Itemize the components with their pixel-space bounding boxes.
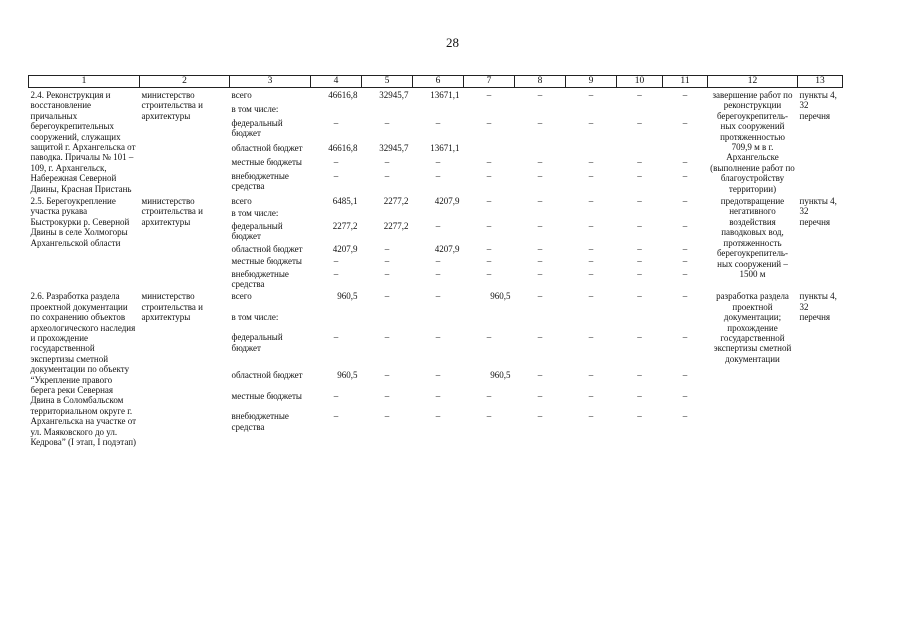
amount-cell: – [588, 370, 594, 381]
amount-cell: – [682, 117, 688, 128]
amount-cell: – [333, 390, 339, 401]
amount-cell: – [682, 243, 688, 254]
amount-cell: – [682, 90, 688, 100]
executor-cell: министерство строительства и архитектуры [141, 196, 203, 227]
funding-source-label: местные бюджеты [231, 390, 302, 401]
amount-cell: – [333, 156, 339, 167]
amount-cell: – [486, 411, 492, 422]
amount-cell: – [682, 256, 688, 267]
amount-cell: – [384, 117, 390, 128]
amount-cell: – [486, 332, 492, 343]
amount-cell: 960,5 [337, 370, 358, 381]
amount-cell: – [682, 170, 688, 181]
amount-cell: 960,5 [490, 291, 511, 302]
amount-cell [362, 311, 413, 332]
amount-cell: – [637, 117, 642, 128]
column-header: 1 [29, 76, 140, 88]
amount-cell: – [637, 370, 642, 381]
amount-cell: – [384, 243, 390, 254]
amount-cell: 4207,9 [434, 196, 460, 207]
amount-cell: – [384, 291, 390, 302]
amount-cell: – [384, 170, 390, 181]
amount-cell: 32945,7 [379, 90, 409, 100]
amount-cell [663, 103, 708, 117]
amount-cell: 2277,2 [332, 220, 358, 231]
amount-cell [663, 142, 708, 156]
amount-cell: – [537, 170, 543, 181]
program-table [28, 75, 843, 448]
amount-cell: – [637, 220, 642, 231]
amount-cell: – [384, 411, 390, 422]
amount-cell [515, 103, 566, 117]
table-row [29, 290, 843, 311]
amount-cell: – [537, 220, 543, 231]
amount-cell: – [486, 117, 492, 128]
amount-cell: – [682, 291, 688, 302]
table-row [29, 88, 843, 103]
amount-cell [464, 311, 515, 332]
amount-cell: – [537, 196, 543, 207]
funding-source-label: в том числе: [231, 103, 279, 114]
amount-cell [413, 103, 464, 117]
amount-cell: – [384, 256, 390, 267]
amount-cell: – [384, 332, 390, 343]
amount-cell [566, 103, 617, 117]
amount-cell: – [537, 332, 543, 343]
amount-cell: 13671,1 [430, 143, 460, 154]
amount-cell: – [637, 170, 642, 181]
amount-cell: 46616,8 [328, 90, 358, 100]
amount-cell: 13671,1 [430, 90, 460, 100]
amount-cell: – [435, 156, 441, 167]
amount-cell: – [333, 170, 339, 181]
amount-cell: – [588, 90, 594, 100]
amount-cell [617, 142, 663, 156]
amount-cell: – [637, 90, 642, 100]
result-cell: разработка раздела проектной документации; прохождение государственной экспертизы сметной документации [713, 291, 792, 364]
activity-cell: 2.4. Реконструкция и восстановление причальных берегоукрепительных сооружений, служащих защитой г. Архангельска от паводка. Причалы № 101 – 109, г. Архангельск, Набережная Северной Двины, Красная Пристань [30, 90, 136, 194]
amount-cell: – [537, 370, 543, 381]
amount-cell: – [333, 117, 339, 128]
amount-cell: – [637, 291, 642, 302]
amount-cell: – [486, 390, 492, 401]
amount-cell [663, 311, 708, 332]
amount-cell: – [637, 390, 642, 401]
amount-cell: – [384, 156, 390, 167]
amount-cell [413, 311, 464, 332]
amount-cell: – [486, 256, 492, 267]
amount-cell: – [588, 256, 594, 267]
amount-cell: – [435, 268, 441, 279]
column-header: 12 [708, 76, 798, 88]
result-cell: завершение работ по реконструкции берегоукрепитель-ных сооружений протяженностью 709,9 м в г. Архангельске (выполнение работ по благоустройству территории) [710, 90, 795, 194]
amount-cell: – [333, 256, 339, 267]
column-header: 11 [663, 76, 708, 88]
amount-cell [566, 142, 617, 156]
amount-cell: – [435, 170, 441, 181]
amount-cell: – [486, 220, 492, 231]
amount-cell [515, 142, 566, 156]
column-header: 4 [311, 76, 362, 88]
amount-cell: – [486, 196, 492, 207]
amount-cell: – [588, 156, 594, 167]
column-header: 2 [140, 76, 230, 88]
reference-cell: пункты 4, 32 перечня [799, 90, 837, 121]
amount-cell: – [588, 291, 594, 302]
amount-cell [362, 207, 413, 219]
amount-cell: – [637, 156, 642, 167]
funding-source-label: в том числе: [231, 311, 279, 322]
amount-cell [617, 103, 663, 117]
amount-cell: – [637, 411, 642, 422]
funding-source-label: местные бюджеты [231, 156, 302, 167]
amount-cell [311, 103, 362, 117]
amount-cell: – [682, 220, 688, 231]
amount-cell: – [637, 243, 642, 254]
amount-cell: – [588, 390, 594, 401]
funding-source-label: внебюджетные средства [231, 411, 289, 432]
amount-cell: – [537, 390, 543, 401]
activity-cell: 2.6. Разработка раздела проектной документации по сохранению объектов археологического наследия и прохождение государственной экспертизы сметной документации по объекту “Укрепление правого берега реки Северная Двина в Соломбальском территориальном округе г. Архангельска на участке от ул. Маяковского до ул. Кедрова” (I этап, I подэтап) [30, 291, 137, 447]
amount-cell [617, 311, 663, 332]
amount-cell: – [537, 291, 543, 302]
amount-cell: – [384, 390, 390, 401]
amount-cell: 2277,2 [383, 196, 409, 207]
funding-source-label: всего [231, 291, 252, 302]
amount-cell: – [537, 156, 543, 167]
amount-cell: – [682, 156, 688, 167]
funding-source-label: местные бюджеты [231, 256, 302, 267]
amount-cell: – [682, 332, 688, 343]
funding-source-label: областной бюджет [231, 370, 303, 381]
column-header: 5 [362, 76, 413, 88]
amount-cell [362, 103, 413, 117]
amount-cell [464, 103, 515, 117]
amount-cell: – [637, 332, 642, 343]
amount-cell: – [435, 220, 441, 231]
executor-cell: министерство строительства и архитектуры [141, 291, 203, 323]
amount-cell: – [486, 156, 492, 167]
funding-source-label: всего [231, 90, 252, 100]
amount-cell: – [588, 411, 594, 422]
amount-cell: – [435, 411, 441, 422]
funding-source-label: федеральный бюджет [231, 332, 283, 353]
result-cell: предотвращение негативного воздействия паводковых вод, протяженность берегоукрепитель-ных сооружений – 1500 м [716, 196, 789, 279]
amount-cell: – [682, 370, 688, 381]
amount-cell [413, 207, 464, 219]
amount-cell [464, 207, 515, 219]
column-header: 13 [798, 76, 843, 88]
amount-cell: – [682, 390, 688, 401]
amount-cell: 2277,2 [383, 220, 409, 231]
amount-cell: – [637, 196, 642, 207]
column-header: 8 [515, 76, 566, 88]
funding-source-label: областной бюджет [231, 143, 303, 154]
amount-cell: – [486, 90, 492, 100]
funding-source-label: областной бюджет [231, 243, 303, 254]
amount-cell: – [588, 117, 594, 128]
amount-cell: – [537, 90, 543, 100]
amount-cell [566, 311, 617, 332]
amount-cell: – [588, 220, 594, 231]
funding-source-label: в том числе: [231, 208, 279, 219]
amount-cell: – [537, 268, 543, 279]
amount-cell: – [537, 117, 543, 128]
amount-cell [566, 207, 617, 219]
amount-cell: 4207,9 [332, 243, 358, 254]
amount-cell: – [486, 243, 492, 254]
executor-cell: министерство строительства и архитектуры [141, 90, 203, 121]
funding-source-label: внебюджетные средства [231, 268, 289, 289]
amount-cell [617, 207, 663, 219]
amount-cell: 960,5 [337, 291, 358, 302]
amount-cell: – [384, 268, 390, 279]
amount-cell: – [588, 268, 594, 279]
amount-cell: 6485,1 [332, 196, 358, 207]
amount-cell: – [384, 370, 390, 381]
amount-cell: – [682, 196, 688, 207]
activity-cell: 2.5. Берегоукрепление участка рукава Быстрокурки р. Северной Двины в селе Холмогоры Архангельской области [30, 196, 130, 248]
amount-cell: – [537, 256, 543, 267]
amount-cell: 4207,9 [434, 243, 460, 254]
reference-cell: пункты 4, 32 перечня [799, 291, 837, 323]
amount-cell: – [537, 411, 543, 422]
amount-cell: – [435, 332, 441, 343]
column-header: 3 [230, 76, 311, 88]
amount-cell: – [637, 268, 642, 279]
amount-cell: – [435, 390, 441, 401]
column-header: 7 [464, 76, 515, 88]
amount-cell: 46616,8 [328, 143, 358, 154]
amount-cell: – [486, 170, 492, 181]
column-number-row [29, 76, 843, 88]
amount-cell: 960,5 [490, 370, 511, 381]
funding-source-label: федеральный бюджет [231, 117, 283, 139]
table-row [29, 195, 843, 207]
funding-source-label: всего [231, 196, 252, 207]
amount-cell: – [682, 268, 688, 279]
amount-cell: – [333, 268, 339, 279]
amount-cell: – [588, 196, 594, 207]
amount-cell: – [435, 117, 441, 128]
amount-cell: – [333, 411, 339, 422]
funding-source-label: внебюджетные средства [231, 170, 289, 192]
amount-cell [515, 311, 566, 332]
amount-cell: – [588, 332, 594, 343]
amount-cell: – [435, 256, 441, 267]
amount-cell [515, 207, 566, 219]
amount-cell [464, 142, 515, 156]
amount-cell: – [435, 291, 441, 302]
amount-cell: 32945,7 [379, 143, 409, 154]
amount-cell: – [333, 332, 339, 343]
column-header: 9 [566, 76, 617, 88]
amount-cell: – [682, 411, 688, 422]
amount-cell: – [588, 243, 594, 254]
amount-cell: – [588, 170, 594, 181]
amount-cell: – [435, 370, 441, 381]
amount-cell [311, 207, 362, 219]
amount-cell: – [537, 243, 543, 254]
column-header: 6 [413, 76, 464, 88]
amount-cell [663, 207, 708, 219]
amount-cell: – [637, 256, 642, 267]
reference-cell: пункты 4, 32 перечня [799, 196, 837, 227]
page-number: 28 [446, 35, 459, 50]
amount-cell: – [486, 268, 492, 279]
column-header: 10 [617, 76, 663, 88]
funding-source-label: федеральный бюджет [231, 220, 283, 242]
amount-cell [311, 311, 362, 332]
